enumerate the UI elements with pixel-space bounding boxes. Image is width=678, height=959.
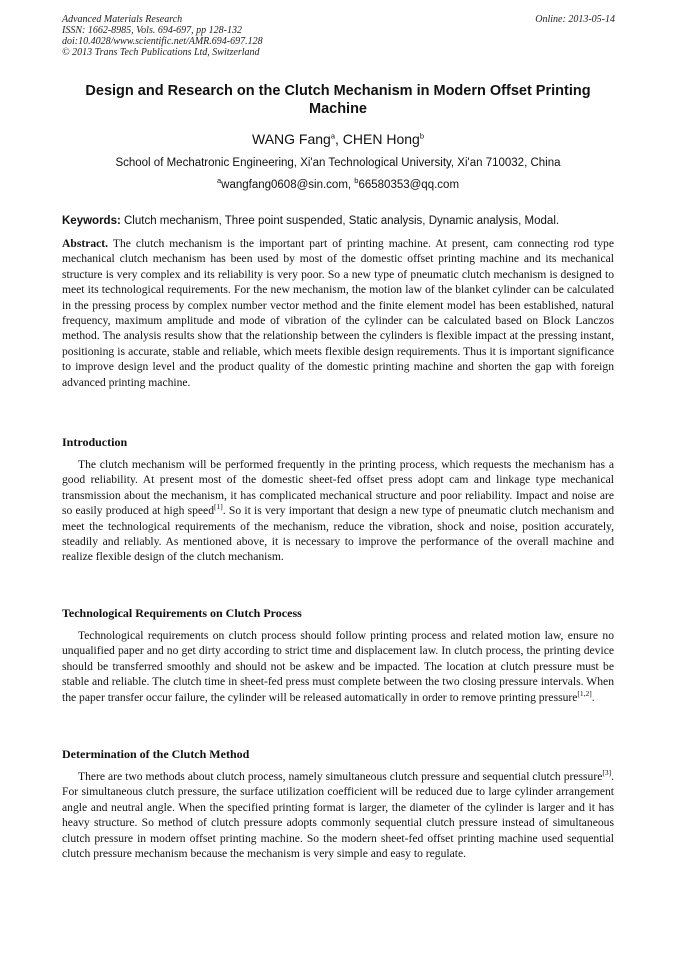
- requirements-text-2: .: [591, 690, 595, 704]
- paper-title: Design and Research on the Clutch Mechanism in Modern Offset Printing Machine: [85, 83, 591, 117]
- affiliation: School of Mechatronic Engineering, Xi'an Technological University, Xi'an 710032, China: [115, 157, 561, 169]
- abstract-text: The clutch mechanism is the important part of printing machine. At present, cam connecting rod type mechanical clutch mechanism has been used by most of the domestic offset printing machine and its mechanical structure is very complex and its reliability is very poor. So a new type of pneumatic clutch mechanism is designed to meet its technological requirements. For the new mechanism, the motion law of the blanket cylinder can be calculated in the pressing process by complex number vector method and the finite element model has been established, natural frequency, maximum amplitude and mode of vibration of the cylinder can be calculated based on Block Lanczos method. The analysis results show that the relationship between the cylinders is flexible impact at the pressing instant, positioning is accurate, stable and reliable, which meets flexible design requirements. Thus it is important significance to improve design level and the product quality of the domestic printing machine and shorten the gap with foreign advanced printing machine.: [62, 237, 614, 389]
- method-text-1: There are two methods about clutch process, namely simultaneous clutch pressure and sequential clutch pressure: [78, 770, 603, 783]
- method-paragraph: [62, 769, 614, 861]
- abstract: [62, 236, 614, 390]
- method-text-2: . For simultaneous clutch pressure, the surface utilization coefficient will be reduced due to large cylinder arrangement angle and neutral angle. When the specified printing format is larger, the diameter of the cylinder is larger and it has heavy structure. So method of clutch pressure adopts commonly sequential clutch pressure instead of simultaneous clutch pressure in modern offset printing machine. So the modern sheet-fed offset printing machine used sequential clutch pressure mechanism because the mechanism is very simple and easy to regulate.: [62, 770, 614, 861]
- email-separator: ,: [347, 179, 355, 191]
- introduction-text-2: . So it is very important that design a new type of pneumatic clutch mechanism and meet the technological requirements of the mechanism, reduce the vibration, shock and noise, position accurately, steadily and reliably. As mentioned above, it is necessary to improve the performance of the overall machine and realize flexible design of the clutch mechanism.: [62, 504, 615, 564]
- introduction-paragraph: [62, 457, 614, 565]
- author-wang: WANG Fang: [252, 131, 331, 147]
- citation-ref: [1]: [214, 502, 223, 512]
- citation-ref: [1,2]: [577, 688, 592, 698]
- email-b[interactable]: 66580353@qq.com: [358, 179, 460, 191]
- journal-name: Advanced Materials Research: [62, 14, 183, 25]
- issn-line: ISSN: 1662-8985, Vols. 694-697, pp 128-132: [62, 25, 242, 36]
- email-a[interactable]: wangfang0608@sin.com: [221, 179, 348, 191]
- copyright-line: © 2013 Trans Tech Publications Ltd, Switzerland: [62, 47, 260, 58]
- requirements-text-1: Technological requirements on clutch process should follow printing process and related motion law, ensure no unqualified paper and no get dirty according to strict time and displacement law. In clutch process, the printing device should be transferred smoothly and should not be askew and be impacted. The location at clutch pressure must be stable and reliable. The clutch time in sheet-fed press must complete between the two closing pressure intervals. When the paper transfer occur failure, the cylinder will be released automatically in order to remove printing pressure: [62, 629, 614, 704]
- keywords: [62, 213, 622, 229]
- journal-header: [62, 14, 442, 58]
- author-wang-affil-mark: a: [330, 131, 336, 141]
- email-b-mark: b: [354, 176, 359, 186]
- doi-line: doi:10.4028/www.scientific.net/AMR.694-697.128: [62, 36, 263, 47]
- keywords-text: Clutch mechanism, Three point suspended, Static analysis, Dynamic analysis, Modal.: [124, 215, 560, 227]
- email-line: [62, 177, 614, 193]
- author-separator: ,: [335, 131, 343, 147]
- requirements-paragraph: [62, 628, 614, 705]
- online-date: Online: 2013-05-14: [535, 14, 615, 25]
- section-heading-introduction: Introduction: [62, 435, 128, 449]
- section-heading-requirements: Technological Requirements on Clutch Process: [62, 606, 302, 620]
- author-chen: CHEN Hong: [342, 131, 420, 147]
- author-line: [62, 130, 614, 148]
- introduction-text-1: The clutch mechanism will be performed frequently in the printing process, which requests the mechanism has a good reliability. At present most of the domestic sheet-fed offset press adopt cam and linkage type mechanical transmission about the mechanism, it has complicated mechanical structure and poor reliability. Impact and noise are so easily produced at high speed: [62, 458, 614, 518]
- section-heading-method: Determination of the Clutch Method: [62, 747, 250, 761]
- abstract-label: Abstract.: [62, 237, 109, 250]
- keywords-label: Keywords:: [62, 215, 121, 227]
- email-a-mark: a: [216, 176, 222, 186]
- citation-ref: [3]: [602, 768, 612, 778]
- author-chen-affil-mark: b: [419, 131, 424, 141]
